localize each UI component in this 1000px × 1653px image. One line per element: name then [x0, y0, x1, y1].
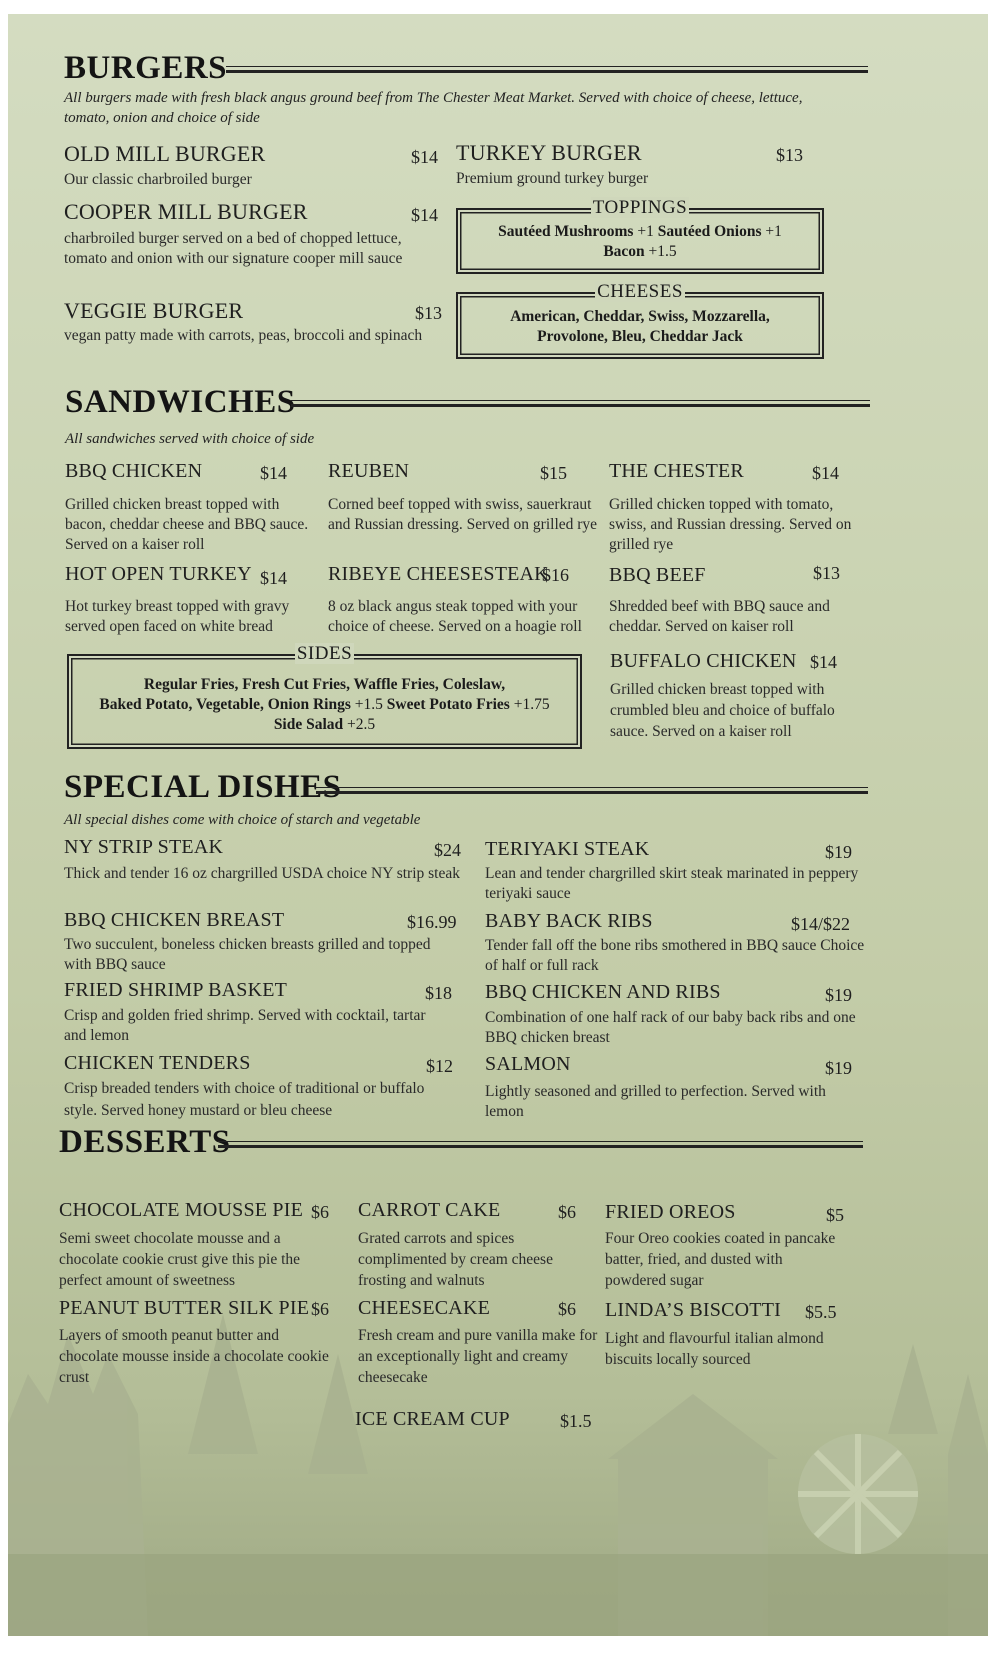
item-name: CHEESECAKE: [358, 1297, 490, 1319]
item-price: $14: [812, 463, 839, 483]
item-desc: Grilled chicken breast topped with crumbled bleu and choice of buffalo sauce. Served on a kaiser roll: [610, 681, 835, 740]
cheeses-list: American, Cheddar, Swiss, Mozzarella, Provolone, Bleu, Cheddar Jack: [510, 308, 770, 345]
item-price: $14: [810, 652, 837, 672]
item-desc: Lean and tender chargrilled skirt steak marinated in peppery teriyaki sauce: [485, 865, 859, 902]
menu-page: [8, 14, 988, 1636]
item-desc: Grilled chicken breast topped with bacon, cheddar cheese and BBQ sauce. Served on a kaiser roll: [65, 496, 309, 553]
item-price: $16.99: [407, 912, 457, 932]
item-desc: Lightly seasoned and grilled to perfection. Served with lemon: [485, 1083, 826, 1120]
item-desc: Crisp and golden fried shrimp. Served with cocktail, tartar and lemon: [64, 1007, 426, 1044]
item-desc: Our classic charbroiled burger: [64, 171, 252, 188]
item-price: $13: [415, 303, 442, 323]
item-price: $6: [311, 1202, 329, 1222]
special-rule: [316, 787, 868, 794]
item-price: $6: [558, 1202, 576, 1222]
item-price: $13: [776, 145, 803, 165]
item-name: BBQ CHICKEN: [65, 460, 203, 482]
item-desc: Crisp breaded tenders with choice of traditional or buffalo style. Served honey mustard or bleu cheese: [64, 1080, 425, 1119]
cheeses-title: CHEESES: [597, 281, 683, 302]
item-price: $19: [825, 842, 852, 862]
item-name: PEANUT BUTTER SILK PIE: [59, 1297, 310, 1319]
item-desc: Grated carrots and spices complimented by cream cheese frosting and walnuts: [358, 1230, 553, 1289]
item-price: $1.5: [560, 1411, 592, 1431]
item-name: CHOCOLATE MOUSSE PIE: [59, 1199, 304, 1221]
item-name: FRIED OREOS: [605, 1201, 736, 1223]
item-price: $14/$22: [791, 914, 851, 934]
cheeses-box: [456, 281, 824, 359]
item-desc: Two succulent, boneless chicken breasts grilled and topped with BBQ sauce: [64, 936, 431, 973]
item-price: $5: [826, 1205, 844, 1225]
special-note: All special dishes come with choice of starch and vegetable: [64, 812, 421, 828]
item-price: $19: [825, 985, 852, 1005]
item-price: $12: [426, 1056, 453, 1076]
sandwiches-rule: [291, 400, 870, 407]
item-name: REUBEN: [328, 460, 410, 482]
special-title: SPECIAL DISHES: [64, 769, 342, 805]
burgers-title: BURGERS: [64, 50, 228, 86]
item-desc: Tender fall off the bone ribs smothered in BBQ sauce Choice of half or full rack: [485, 937, 865, 974]
item-name: NY STRIP STEAK: [64, 836, 224, 858]
item-name: ICE CREAM CUP: [355, 1408, 510, 1430]
item-desc: Premium ground turkey burger: [456, 170, 649, 187]
item-name: TURKEY BURGER: [456, 140, 642, 165]
item-name: RIBEYE CHEESESTEAK: [328, 563, 549, 585]
item-name: BBQ CHICKEN AND RIBS: [485, 981, 721, 1003]
item-price: $15: [540, 463, 567, 483]
sandwiches-title: SANDWICHES: [65, 384, 296, 420]
item-desc: Thick and tender 16 oz chargrilled USDA choice NY strip steak: [64, 865, 460, 882]
item-name: BBQ CHICKEN BREAST: [64, 909, 285, 931]
toppings-title: TOPPINGS: [592, 197, 688, 218]
item-name: HOT OPEN TURKEY: [65, 563, 252, 585]
item-name: VEGGIE BURGER: [64, 298, 244, 323]
desserts-title: DESSERTS: [59, 1124, 231, 1160]
item-price: $14: [411, 205, 438, 225]
sandwiches-note: All sandwiches served with choice of side: [65, 431, 315, 447]
toppings-list: Sautéed Mushrooms +1 Sautéed Onions +1 Bacon +1.5: [498, 223, 782, 260]
item-price: $24: [434, 840, 461, 860]
item-desc: 8 oz black angus steak topped with your choice of cheese. Served on a hoagie roll: [328, 598, 582, 635]
item-desc: Grilled chicken topped with tomato, swiss, and Russian dressing. Served on grilled rye: [609, 496, 852, 553]
item-price: $18: [425, 983, 452, 1003]
sides-list: Regular Fries, Fresh Cut Fries, Waffle Fries, Coleslaw, Baked Potato, Vegetable, Onion Rings +1.5 Sweet Potato Fries +1.75 Side Salad +2.5: [99, 676, 550, 733]
item-name: CARROT CAKE: [358, 1199, 501, 1221]
item-desc: vegan patty made with carrots, peas, broccoli and spinach: [64, 327, 423, 344]
item-name: BUFFALO CHICKEN: [610, 650, 797, 672]
item-desc: charbroiled burger served on a bed of chopped lettuce, tomato and onion with our signature cooper mill sauce: [64, 230, 403, 267]
toppings-box: [456, 197, 824, 274]
item-name: CHICKEN TENDERS: [64, 1052, 251, 1074]
burgers-note: All burgers made with fresh black angus ground beef from The Chester Meat Market. Served with choice of cheese, lettuce, tomato, onion and choice of side: [64, 90, 803, 126]
item-desc: Semi sweet chocolate mousse and a chocolate cookie crust give this pie the perfect amount of sweetness: [59, 1230, 301, 1289]
item-price: $6: [311, 1299, 329, 1319]
item-name: BABY BACK RIBS: [485, 910, 653, 932]
item-desc: Hot turkey breast topped with gravy served open faced on white bread: [65, 598, 290, 635]
item-price: $19: [825, 1058, 852, 1078]
item-price: $14: [260, 463, 287, 483]
item-desc: Layers of smooth peanut butter and chocolate mousse inside a chocolate cookie crust: [59, 1327, 329, 1386]
item-name: FRIED SHRIMP BASKET: [64, 979, 288, 1001]
item-name: COOPER MILL BURGER: [64, 199, 308, 224]
sides-box: [67, 643, 582, 749]
item-desc: Combination of one half rack of our baby back ribs and one BBQ chicken breast: [485, 1009, 856, 1046]
item-price: $14: [411, 147, 438, 167]
sides-title: SIDES: [296, 643, 353, 664]
item-name: OLD MILL BURGER: [64, 141, 266, 166]
item-desc: Corned beef topped with swiss, sauerkraut and Russian dressing. Served on grilled rye: [328, 496, 598, 533]
item-price: $5.5: [805, 1302, 837, 1322]
item-price: $14: [260, 568, 287, 588]
item-name: LINDA’S BISCOTTI: [605, 1299, 781, 1321]
burgers-rule: [226, 66, 868, 73]
item-name: SALMON: [485, 1053, 571, 1075]
desserts-rule: [218, 1141, 863, 1148]
item-desc: Light and flavourful italian almond biscuits locally sourced: [605, 1330, 824, 1368]
item-name: BBQ BEEF: [609, 564, 706, 586]
item-desc: Four Oreo cookies coated in pancake batter, fried, and dusted with powdered sugar: [605, 1230, 836, 1289]
item-price: $16: [542, 565, 569, 585]
item-price: $13: [813, 563, 840, 583]
item-name: THE CHESTER: [609, 460, 744, 482]
item-price: $6: [558, 1299, 576, 1319]
item-name: TERIYAKI STEAK: [485, 838, 650, 860]
item-desc: Fresh cream and pure vanilla make for an exceptionally light and creamy cheesecake: [358, 1327, 598, 1386]
item-desc: Shredded beef with BBQ sauce and cheddar. Served on kaiser roll: [609, 598, 830, 635]
